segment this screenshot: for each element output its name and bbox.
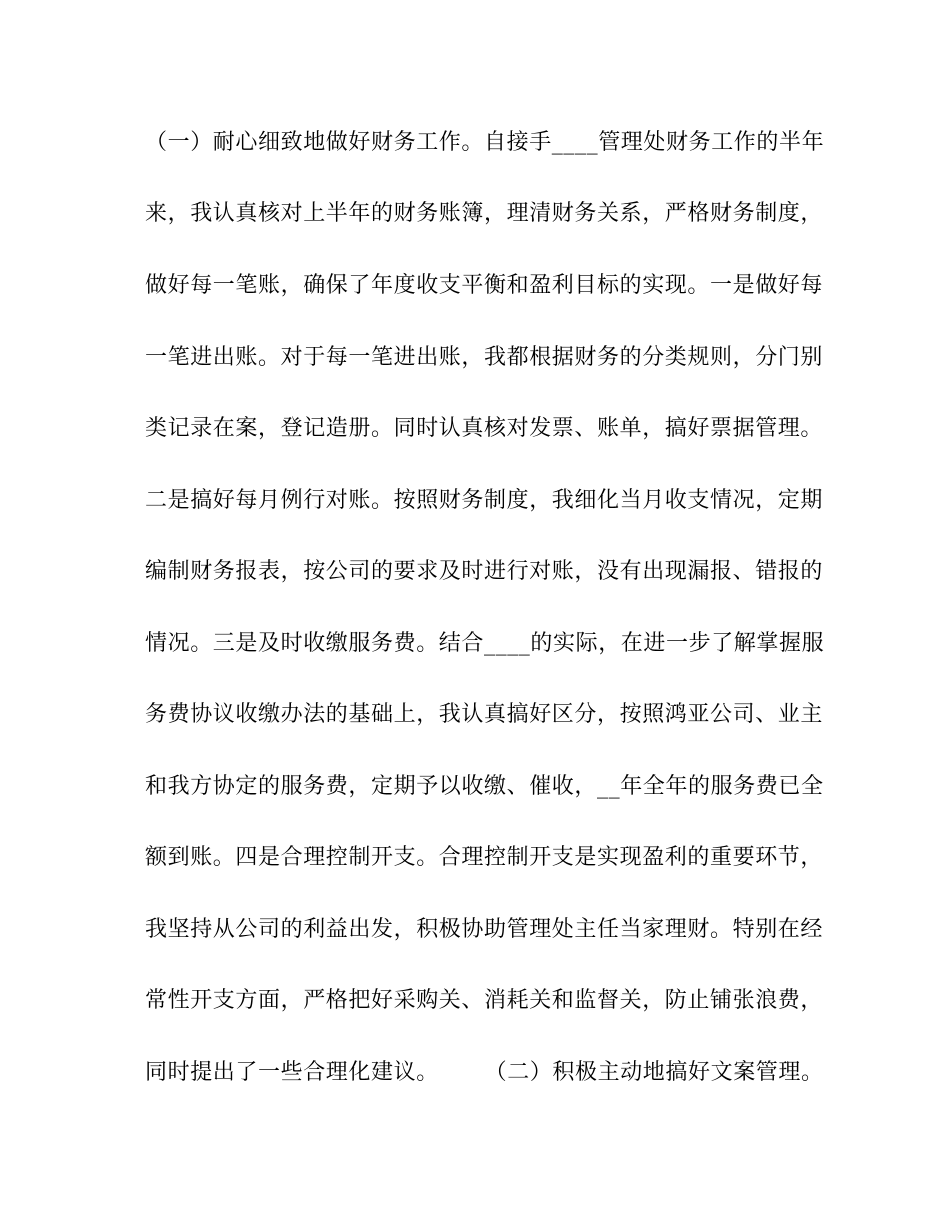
body-text-line: 额到账。四是合理控制开支。合理控制开支是实现盈利的重要环节， <box>145 845 824 870</box>
body-text-line: 我坚持从公司的利益出发，积极协助管理处主任当家理财。特别在经 <box>145 917 824 942</box>
body-text-line: 同时提出了一些合理化建议。 （二）积极主动地搞好文案管理。 <box>145 1060 824 1085</box>
body-text-line: 和我方协定的服务费，定期予以收缴、催收，__年全年的服务费已全 <box>145 774 824 799</box>
body-text-line: 务费协议收缴办法的基础上，我认真搞好区分，按照鸿亚公司、业主 <box>145 702 824 727</box>
body-text-line: 类记录在案，登记造册。同时认真核对发票、账单，搞好票据管理。 <box>145 416 824 441</box>
body-text-line: 一笔进出账。对于每一笔进出账，我都根据财务的分类规则，分门别 <box>145 345 824 370</box>
body-text-line: 来，我认真核对上半年的财务账簿，理清财务关系，严格财务制度， <box>145 201 824 226</box>
body-text-line: （一）耐心细致地做好财务工作。自接手____管理处财务工作的半年 <box>145 130 825 155</box>
body-text-line: 情况。三是及时收缴服务费。结合____的实际，在进一步了解掌握服 <box>145 631 825 656</box>
body-text-line: 二是搞好每月例行对账。按照财务制度，我细化当月收支情况，定期 <box>145 488 824 513</box>
body-text-line: 做好每一笔账，确保了年度收支平衡和盈利目标的实现。一是做好每 <box>145 273 824 298</box>
body-text-line: 编制财务报表，按公司的要求及时进行对账，没有出现漏报、错报的 <box>145 559 824 584</box>
body-text-line: 常性开支方面，严格把好采购关、消耗关和监督关，防止铺张浪费， <box>145 988 824 1013</box>
